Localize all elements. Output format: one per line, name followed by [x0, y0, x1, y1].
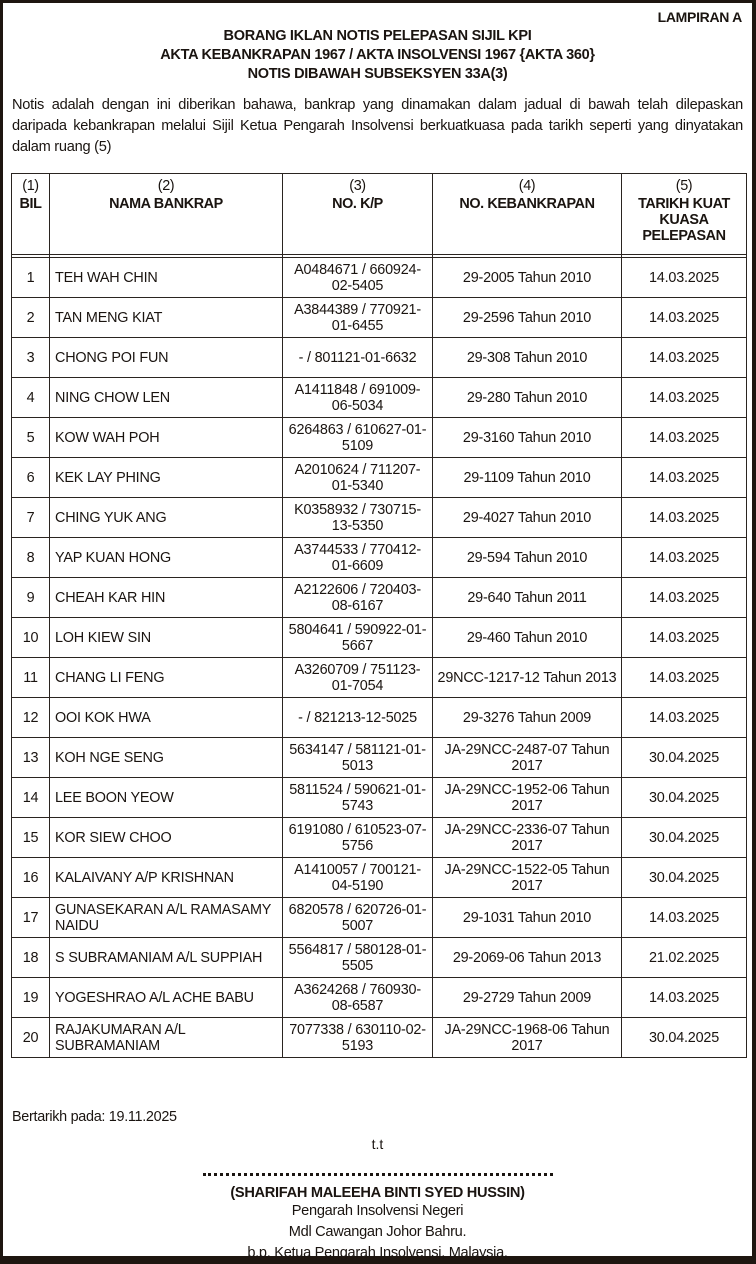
cell-name: CHANG LI FENG [50, 658, 283, 698]
table-row [12, 498, 747, 538]
cell-bil: 18 [12, 938, 50, 978]
cell-bil: 19 [12, 978, 50, 1018]
cell-tarikh: 14.03.2025 [622, 258, 747, 298]
title-line-1: BORANG IKLAN NOTIS PELEPASAN SIJIL KPI [223, 28, 532, 44]
cell-tarikh: 30.04.2025 [622, 858, 747, 898]
table-row [12, 698, 747, 738]
cell-bil: 9 [12, 578, 50, 618]
signer-on-behalf: b.p. Ketua Pengarah Insolvensi, Malaysia. [247, 1245, 508, 1261]
cell-tarikh: 30.04.2025 [622, 778, 747, 818]
cell-kebankrapan: 29-2729 Tahun 2009 [433, 978, 622, 1018]
cell-kebankrapan: JA-29NCC-2336-07 Tahun 2017 [433, 818, 622, 858]
cell-kebankrapan: 29-3160 Tahun 2010 [433, 418, 622, 458]
cell-kebankrapan: 29-1031 Tahun 2010 [433, 898, 622, 938]
cell-name: KOW WAH POH [50, 418, 283, 458]
table-row [12, 1018, 747, 1058]
header-num: (1) [22, 178, 39, 194]
cell-kp: 6820578 / 620726-01-5007 [283, 898, 433, 938]
header-label: NAMA BANKRAP [109, 196, 223, 212]
table-row [12, 338, 747, 378]
cell-bil: 11 [12, 658, 50, 698]
cell-name: YOGESHRAO A/L ACHE BABU [50, 978, 283, 1018]
header-nama [50, 174, 283, 255]
cell-kp: A0484671 / 660924-02-5405 [283, 258, 433, 298]
cell-kp: 5804641 / 590922-01-5667 [283, 618, 433, 658]
header-kebankrapan [433, 174, 622, 255]
cell-bil: 10 [12, 618, 50, 658]
table-body [12, 255, 747, 1058]
cell-name: LEE BOON YEOW [50, 778, 283, 818]
cell-kp: A3844389 / 770921-01-6455 [283, 298, 433, 338]
cell-kp: - / 801121-01-6632 [283, 338, 433, 378]
header-num: (3) [349, 178, 366, 194]
cell-bil: 16 [12, 858, 50, 898]
cell-name: OOI KOK HWA [50, 698, 283, 738]
header-bil [12, 174, 50, 255]
cell-tarikh: 30.04.2025 [622, 738, 747, 778]
cell-bil: 3 [12, 338, 50, 378]
cell-kp: 5811524 / 590621-01-5743 [283, 778, 433, 818]
table-row [12, 818, 747, 858]
cell-tarikh: 14.03.2025 [622, 578, 747, 618]
cell-bil: 17 [12, 898, 50, 938]
cell-kebankrapan: JA-29NCC-2487-07 Tahun 2017 [433, 738, 622, 778]
cell-name: KEK LAY PHING [50, 458, 283, 498]
header-kp [283, 174, 433, 255]
cell-tarikh: 14.03.2025 [622, 458, 747, 498]
cell-tarikh: 14.03.2025 [622, 898, 747, 938]
cell-kebankrapan: 29-640 Tahun 2011 [433, 578, 622, 618]
cell-kp: A2010624 / 711207-01-5340 [283, 458, 433, 498]
cell-kp: K0358932 / 730715-13-5350 [283, 498, 433, 538]
appendix-label: LAMPIRAN A [657, 9, 742, 25]
cell-bil: 6 [12, 458, 50, 498]
cell-kp: 6264863 / 610627-01-5109 [283, 418, 433, 458]
cell-kp: 7077338 / 630110-02-5193 [283, 1018, 433, 1058]
table-row [12, 298, 747, 338]
cell-name: RAJAKUMARAN A/L SUBRAMANIAM [50, 1018, 283, 1058]
cell-name: KOR SIEW CHOO [50, 818, 283, 858]
cell-bil: 2 [12, 298, 50, 338]
cell-tarikh: 14.03.2025 [622, 978, 747, 1018]
cell-name: CHEAH KAR HIN [50, 578, 283, 618]
title-line-3: NOTIS DIBAWAH SUBSEKSYEN 33A(3) [247, 66, 508, 82]
signature-block [3, 1163, 752, 1264]
cell-tarikh: 21.02.2025 [622, 938, 747, 978]
cell-tarikh: 14.03.2025 [622, 658, 747, 698]
cell-name: KOH NGE SENG [50, 738, 283, 778]
header-label: NO. K/P [332, 196, 383, 212]
cell-name: KALAIVANY A/P KRISHNAN [50, 858, 283, 898]
table-row [12, 538, 747, 578]
cell-kebankrapan: 29-594 Tahun 2010 [433, 538, 622, 578]
cell-kp: - / 821213-12-5025 [283, 698, 433, 738]
cell-kp: A2122606 / 720403-08-6167 [283, 578, 433, 618]
table-row [12, 578, 747, 618]
cell-bil: 20 [12, 1018, 50, 1058]
cell-tarikh: 14.03.2025 [622, 338, 747, 378]
cell-bil: 13 [12, 738, 50, 778]
header-num: (5) [675, 178, 693, 194]
cell-kp: A1410057 / 700121-04-5190 [283, 858, 433, 898]
cell-bil: 14 [12, 778, 50, 818]
cell-kebankrapan: 29-280 Tahun 2010 [433, 378, 622, 418]
cell-name: TAN MENG KIAT [50, 298, 283, 338]
bankrupt-release-table [11, 173, 747, 1058]
cell-kebankrapan: JA-29NCC-1968-06 Tahun 2017 [433, 1018, 622, 1058]
cell-kebankrapan: 29-1109 Tahun 2010 [433, 458, 622, 498]
cell-kp: 6191080 / 610523-07-5756 [283, 818, 433, 858]
table-row [12, 378, 747, 418]
table-row [12, 458, 747, 498]
cell-kebankrapan: 29-4027 Tahun 2010 [433, 498, 622, 538]
cell-tarikh: 14.03.2025 [622, 418, 747, 458]
cell-kp: A3744533 / 770412-01-6609 [283, 538, 433, 578]
signed-abbrev: t.t [371, 1136, 384, 1152]
cell-kebankrapan: 29-2005 Tahun 2010 [433, 258, 622, 298]
header-num: (2) [157, 178, 175, 194]
header-label: NO. KEBANKRAPAN [459, 196, 595, 212]
cell-kp: 5564817 / 580128-01-5505 [283, 938, 433, 978]
cell-tarikh: 14.03.2025 [622, 618, 747, 658]
cell-tarikh: 14.03.2025 [622, 298, 747, 338]
table-row [12, 618, 747, 658]
cell-bil: 12 [12, 698, 50, 738]
cell-kebankrapan: JA-29NCC-1522-05 Tahun 2017 [433, 858, 622, 898]
header-label: BIL [19, 196, 42, 212]
signer-branch: Mdl Cawangan Johor Bahru. [288, 1224, 467, 1240]
cell-tarikh: 14.03.2025 [622, 698, 747, 738]
header-tarikh [622, 174, 747, 255]
cell-name: YAP KUAN HONG [50, 538, 283, 578]
cell-kebankrapan: 29NCC-1217-12 Tahun 2013 [433, 658, 622, 698]
cell-kebankrapan: 29-3276 Tahun 2009 [433, 698, 622, 738]
cell-kebankrapan: 29-2596 Tahun 2010 [433, 298, 622, 338]
cell-name: GUNASEKARAN A/L RAMASAMY NAIDU [50, 898, 283, 938]
header-num: (4) [518, 178, 536, 194]
cell-name: CHING YUK ANG [50, 498, 283, 538]
table-row [12, 858, 747, 898]
cell-kebankrapan: 29-460 Tahun 2010 [433, 618, 622, 658]
cell-name: LOH KIEW SIN [50, 618, 283, 658]
cell-name: S SUBRAMANIAM A/L SUPPIAH [50, 938, 283, 978]
cell-tarikh: 14.03.2025 [622, 378, 747, 418]
cell-kp: 5634147 / 581121-01-5013 [283, 738, 433, 778]
cell-tarikh: 14.03.2025 [622, 498, 747, 538]
table-row [12, 258, 747, 298]
table-row [12, 978, 747, 1018]
cell-kp: A3260709 / 751123-01-7054 [283, 658, 433, 698]
cell-bil: 4 [12, 378, 50, 418]
table-row [12, 658, 747, 698]
cell-bil: 5 [12, 418, 50, 458]
cell-bil: 8 [12, 538, 50, 578]
table-header-row [12, 174, 747, 255]
cell-name: NING CHOW LEN [50, 378, 283, 418]
cell-kp: A3624268 / 760930-08-6587 [283, 978, 433, 1018]
cell-kebankrapan: 29-308 Tahun 2010 [433, 338, 622, 378]
cell-kp: A1411848 / 691009-06-5034 [283, 378, 433, 418]
table-row [12, 898, 747, 938]
cell-tarikh: 30.04.2025 [622, 818, 747, 858]
table-row [12, 738, 747, 778]
dated-line: Bertarikh pada: 19.11.2025 [12, 1109, 177, 1125]
notice-document [3, 3, 752, 1261]
cell-bil: 7 [12, 498, 50, 538]
cell-kebankrapan: 29-2069-06 Tahun 2013 [433, 938, 622, 978]
cell-tarikh: 30.04.2025 [622, 1018, 747, 1058]
header-label: TARIKH KUAT KUASA PELEPASAN [638, 196, 730, 244]
table-row [12, 778, 747, 818]
cell-name: TEH WAH CHIN [50, 258, 283, 298]
notice-titles [3, 27, 752, 84]
signer-title: Pengarah Insolvensi Negeri [291, 1203, 464, 1219]
signature-dotted-line [203, 1169, 553, 1176]
title-line-2: AKTA KEBANKRAPAN 1967 / AKTA INSOLVENSI 1967 {AKTA 360} [160, 47, 595, 63]
table-row [12, 938, 747, 978]
intro-paragraph: Notis adalah dengan ini diberikan bahawa, bankrap yang dinamakan dalam jadual di bawah telah dilepaskan daripada kebankrapan melalui Sijil Ketua Pengarah Insolvensi berkuatkuasa pada tarikh seperti yang dinyatakan dalam ruang (5) [12, 97, 743, 155]
signer-name: (SHARIFAH MALEEHA BINTI SYED HUSSIN) [230, 1185, 525, 1201]
cell-tarikh: 14.03.2025 [622, 538, 747, 578]
cell-bil: 1 [12, 258, 50, 298]
table-row [12, 418, 747, 458]
cell-bil: 15 [12, 818, 50, 858]
cell-name: CHONG POI FUN [50, 338, 283, 378]
cell-kebankrapan: JA-29NCC-1952-06 Tahun 2017 [433, 778, 622, 818]
